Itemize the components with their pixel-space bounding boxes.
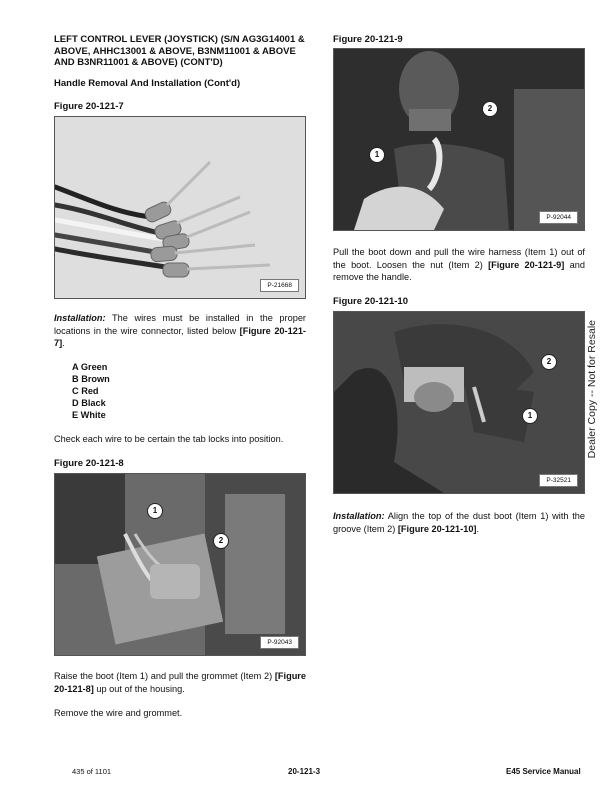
dealer-watermark: Dealer Copy -- Not for Resale	[586, 320, 598, 459]
pull-paragraph	[333, 246, 585, 284]
figure-10-photo	[333, 311, 585, 494]
installation-lead: Installation:	[54, 313, 106, 323]
installation-figure-ref: [Figure 20-121-7]	[54, 325, 306, 348]
figure-9-photo	[333, 48, 585, 231]
figure-8-photo	[54, 473, 306, 656]
list-item: B Brown	[72, 374, 110, 384]
pull-figure-ref: [Figure 20-121-9]	[488, 259, 565, 270]
installation-2-lead: Installation:	[333, 511, 385, 521]
pull-text: Pull the boot down and pull the wire harness (Item 1) out of the boot. Loosen the nut (Item 2)	[333, 247, 585, 270]
raise-paragraph	[54, 670, 306, 695]
installation-paragraph	[54, 312, 306, 350]
installation-end: .	[62, 338, 65, 348]
raise-figure-ref: [Figure 20-121-8]	[54, 671, 306, 694]
section-number: 20-121-3	[288, 767, 321, 776]
list-item: E White	[72, 410, 106, 420]
figure-8-photo-number: P-92043	[260, 636, 299, 649]
list-item: A Green	[72, 362, 108, 372]
installation-2-end: .	[476, 523, 480, 534]
figure-8-label: Figure 20-121-8	[54, 458, 124, 469]
list-item: D Black	[72, 398, 106, 408]
page-count: 435 of 1101	[72, 767, 112, 776]
figure-10-label: Figure 20-121-10	[333, 296, 408, 307]
callout-1: 1	[147, 503, 163, 519]
pull-end: and remove the handle.	[333, 259, 585, 282]
list-item: C Red	[72, 386, 99, 396]
installation-2-text: Align the top of the dust boot (Item 1) with the groove (Item 2)	[333, 511, 586, 534]
figure-9-photo-number: P-92044	[539, 211, 578, 224]
page-title: LEFT CONTROL LEVER (JOYSTICK) (S/N AG3G14001 & ABOVE, AHHC13001 & ABOVE, B3NM11001 & ABOVE AND B3NR11001 & ABOVE) (CONT'D)	[54, 34, 305, 68]
figure-9-label: Figure 20-121-9	[333, 34, 403, 45]
installation-text: The wires must be installed in the proper locations in the wire connector, listed below	[54, 313, 306, 336]
callout-1: 1	[522, 408, 538, 424]
remove-paragraph: Remove the wire and grommet.	[54, 708, 183, 718]
figure-7-photo	[54, 116, 306, 299]
installation-2-figure-ref: [Figure 20-121-10]	[397, 523, 477, 534]
raise-text: Raise the boot (Item 1) and pull the grommet (Item 2)	[54, 671, 273, 681]
figure-7-photo-number: P-21668	[260, 279, 299, 292]
callout-1: 1	[369, 147, 385, 163]
figure-7-label: Figure 20-121-7	[54, 101, 124, 112]
manual-name: E45 Service Manual	[506, 767, 581, 776]
figure-10-photo-number: P-32521	[539, 474, 578, 487]
callout-2: 2	[213, 533, 229, 549]
callout-2: 2	[482, 101, 498, 117]
installation-2-paragraph	[333, 510, 585, 535]
raise-end: up out of the housing.	[96, 683, 185, 694]
wire-list	[72, 361, 110, 421]
check-paragraph: Check each wire to be certain the tab locks into position.	[54, 434, 284, 444]
callout-2: 2	[541, 354, 557, 370]
section-subtitle: Handle Removal And Installation (Cont'd)	[54, 78, 241, 89]
